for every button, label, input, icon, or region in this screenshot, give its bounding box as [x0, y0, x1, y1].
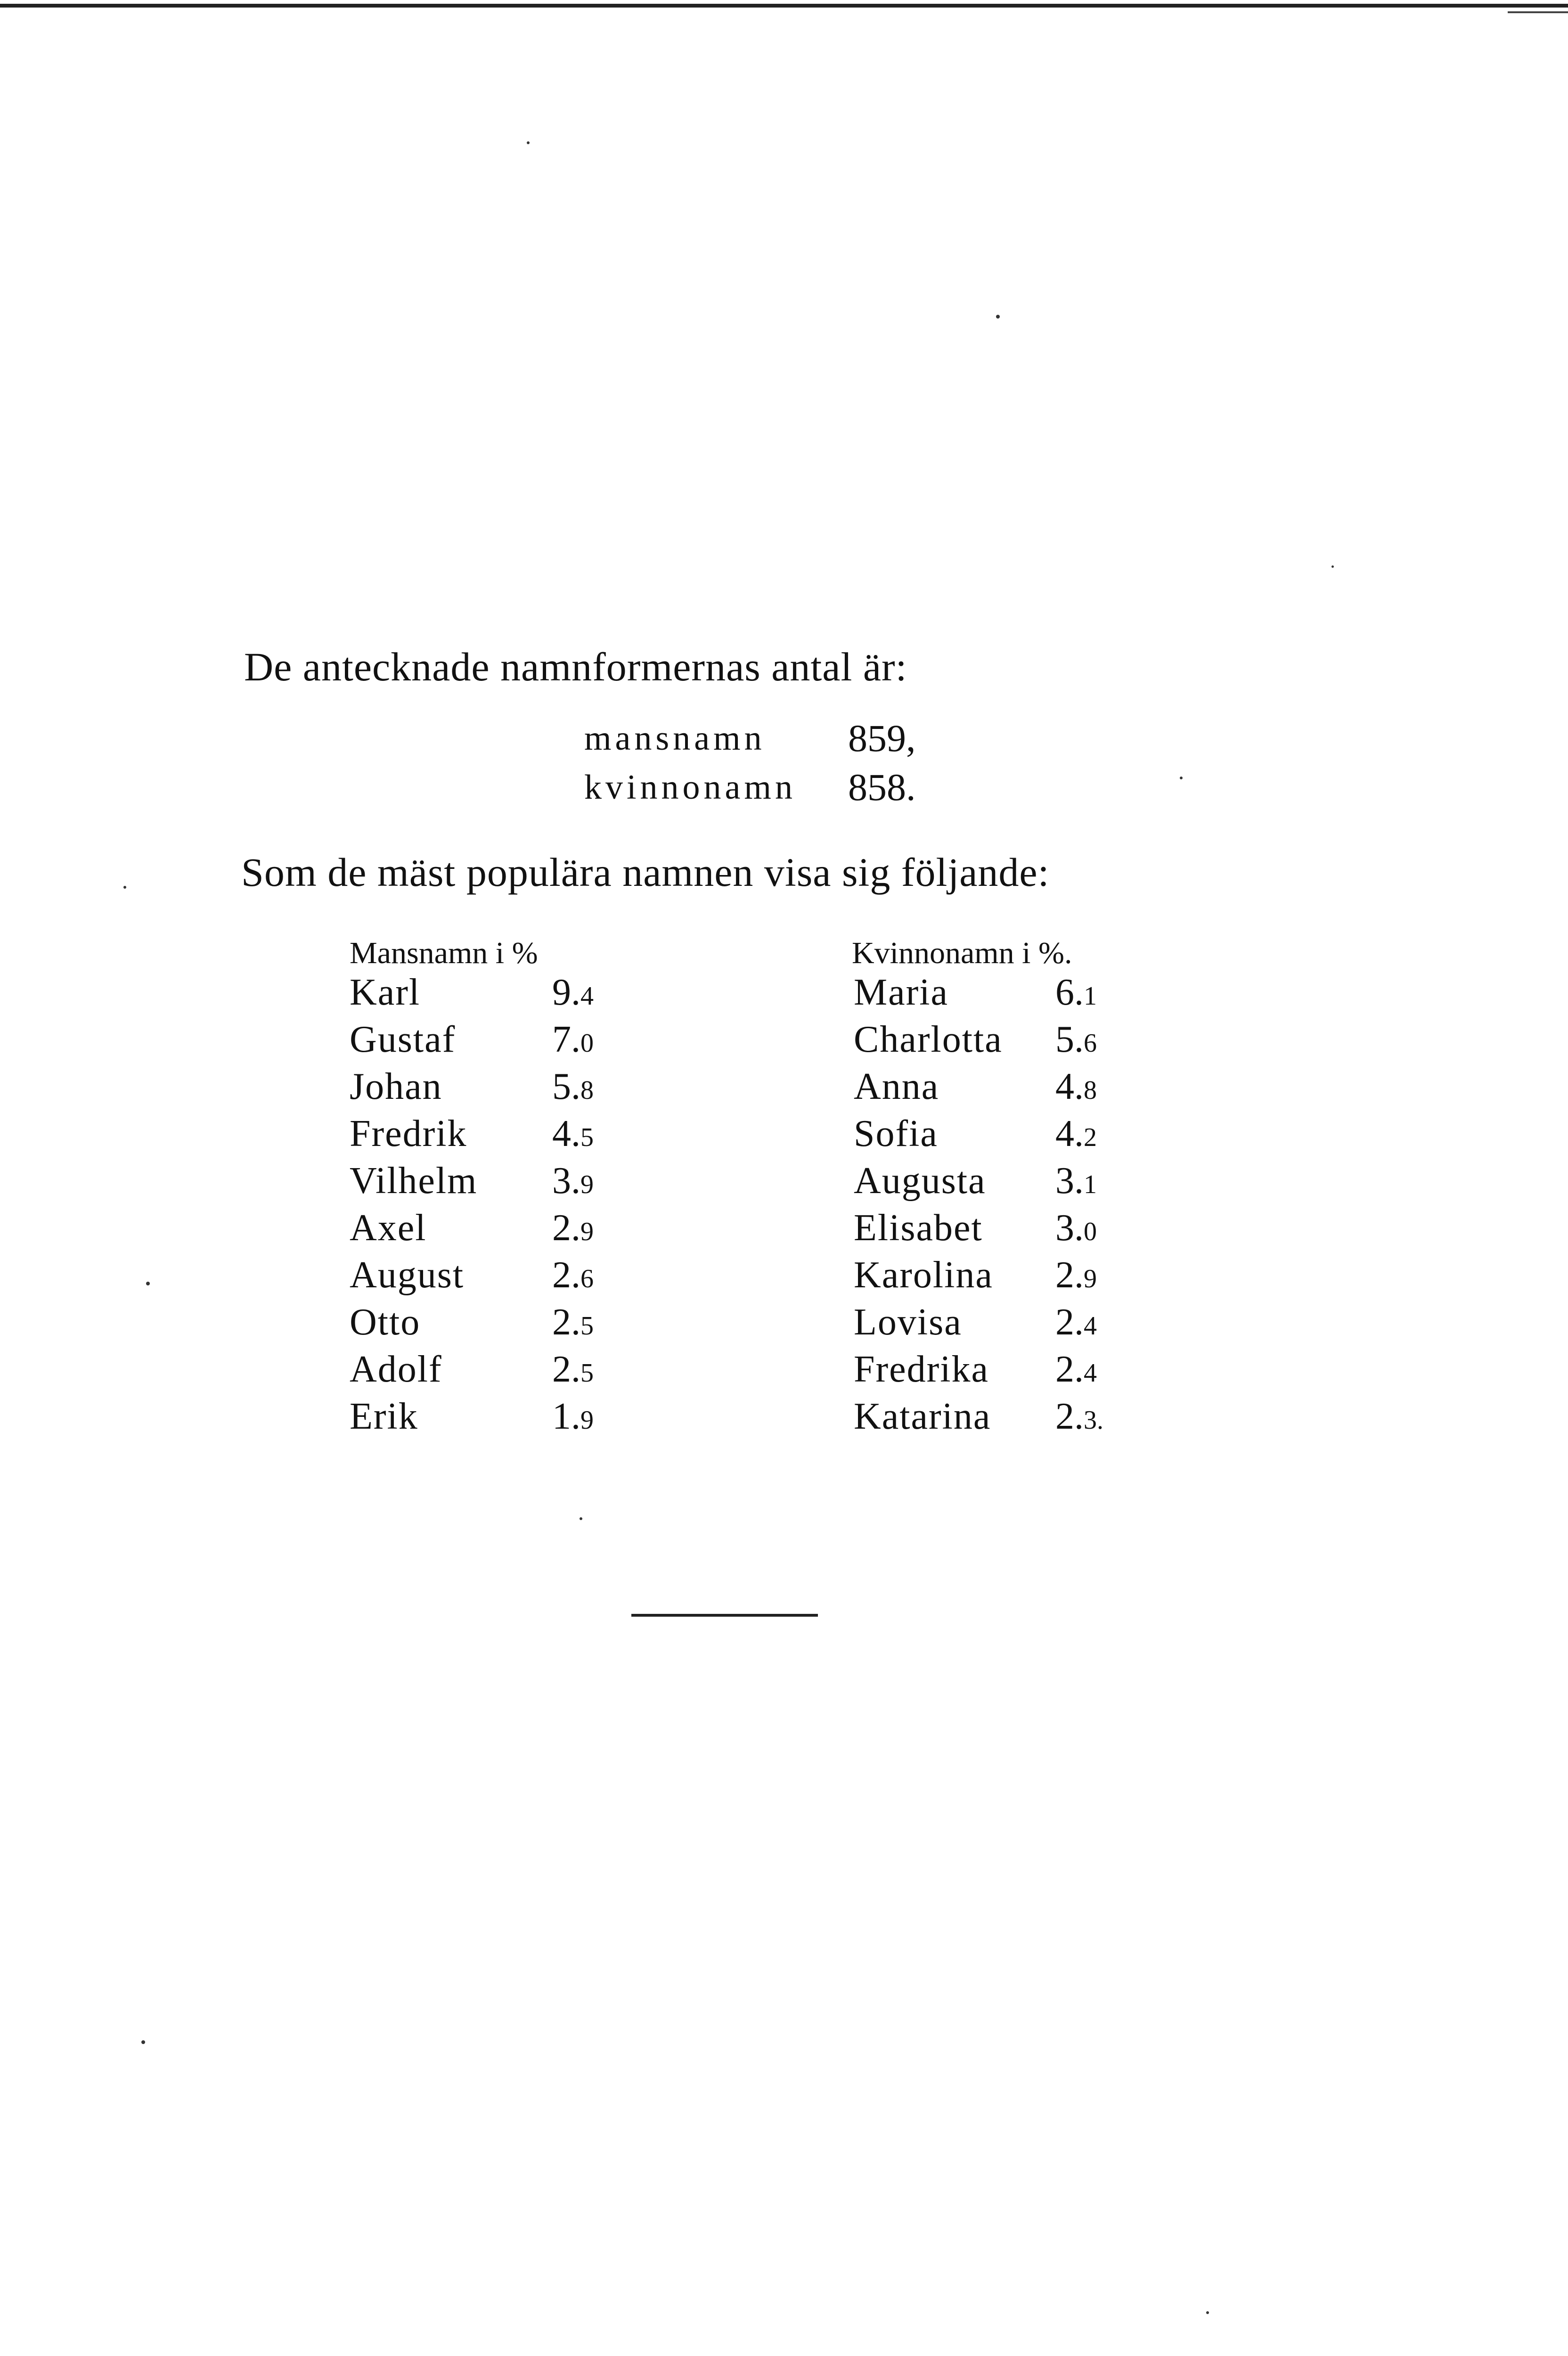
- percent-integer: 2.: [552, 1207, 580, 1249]
- percent-integer: 2.: [1055, 1396, 1084, 1437]
- men-percent: [552, 1303, 594, 1341]
- men-percent: [552, 1398, 594, 1435]
- men-name: Johan: [350, 1066, 442, 1107]
- men-percent: [552, 1115, 594, 1153]
- men-name: Erik: [350, 1396, 418, 1437]
- percent-decimal: 4: [580, 982, 594, 1011]
- percent-decimal: 0: [1084, 1217, 1097, 1246]
- speck: [1180, 777, 1183, 779]
- men-name: Gustaf: [350, 1019, 456, 1060]
- men-percent: [552, 1209, 594, 1247]
- percent-integer: 6.: [1055, 972, 1084, 1013]
- women-name: Sofia: [854, 1113, 938, 1154]
- percent-decimal: 1: [1084, 1170, 1097, 1199]
- count-value-women: 858.: [848, 766, 916, 809]
- count-label-women: kvinnonamn: [584, 768, 796, 807]
- women-name: Augusta: [854, 1160, 986, 1202]
- men-percent: [552, 973, 594, 1011]
- percent-integer: 3.: [1055, 1207, 1084, 1249]
- percent-integer: 5.: [1055, 1019, 1084, 1060]
- speck: [1206, 2311, 1209, 2314]
- percent-integer: 2.: [552, 1254, 580, 1296]
- percent-decimal: 4: [1084, 1311, 1097, 1341]
- men-name: Axel: [350, 1207, 427, 1249]
- women-percent: [1055, 1350, 1097, 1388]
- women-percent: [1055, 1068, 1097, 1105]
- speck: [1331, 565, 1334, 568]
- women-name: Karolina: [854, 1254, 993, 1296]
- women-name: Maria: [854, 972, 949, 1013]
- speck: [527, 141, 530, 144]
- men-percent: [552, 1068, 594, 1105]
- men-name: Otto: [350, 1301, 421, 1343]
- women-name: Elisabet: [854, 1207, 983, 1249]
- top-rule: [0, 4, 1568, 8]
- percent-integer: 7.: [552, 1019, 580, 1060]
- percent-decimal: 8: [1084, 1076, 1097, 1105]
- percent-integer: 2.: [552, 1301, 580, 1343]
- percent-integer: 1.: [552, 1396, 580, 1437]
- percent-integer: 2.: [1055, 1349, 1084, 1390]
- percent-integer: 2.: [552, 1349, 580, 1390]
- percent-decimal: 1: [1084, 982, 1097, 1011]
- intro-line: De antecknade namnformernas antal är:: [244, 644, 907, 689]
- percent-decimal: 5: [580, 1123, 594, 1152]
- women-percent: [1055, 1021, 1097, 1058]
- percent-decimal: 2: [1084, 1123, 1097, 1152]
- women-percent: [1055, 1398, 1103, 1435]
- percent-decimal: 8: [580, 1076, 594, 1105]
- percent-integer: 2.: [1055, 1301, 1084, 1343]
- women-name: Charlotta: [854, 1019, 1003, 1060]
- percent-integer: 4.: [1055, 1113, 1084, 1154]
- women-name: Katarina: [854, 1396, 991, 1437]
- percent-integer: 3.: [552, 1160, 580, 1202]
- percent-decimal: 9: [1084, 1264, 1097, 1293]
- women-name: Anna: [854, 1066, 939, 1107]
- count-value-men: 859,: [848, 717, 916, 760]
- percent-decimal: 9: [580, 1406, 594, 1435]
- women-name: Fredrika: [854, 1349, 989, 1390]
- percent-decimal: 5: [580, 1311, 594, 1341]
- speck: [141, 2040, 145, 2044]
- women-percent: [1055, 1303, 1097, 1341]
- men-percent: [552, 1256, 594, 1294]
- speck: [146, 1282, 150, 1285]
- men-name: August: [350, 1254, 465, 1296]
- women-percent: [1055, 1256, 1097, 1294]
- women-percent: [1055, 1209, 1097, 1247]
- men-name: Adolf: [350, 1349, 442, 1390]
- percent-decimal: 9: [580, 1170, 594, 1199]
- percent-decimal: 9: [580, 1217, 594, 1246]
- percent-integer: 9.: [552, 972, 580, 1013]
- percent-integer: 5.: [552, 1066, 580, 1107]
- percent-decimal: 6: [1084, 1029, 1097, 1058]
- men-percent: [552, 1350, 594, 1388]
- percent-integer: 3.: [1055, 1160, 1084, 1202]
- popular-names-intro: Som de mäst populära namnen visa sig följande:: [241, 850, 1050, 895]
- top-rule-corner: [1508, 11, 1568, 13]
- men-percent: [552, 1021, 594, 1058]
- percent-decimal: 6: [580, 1264, 594, 1293]
- men-name: Fredrik: [350, 1113, 467, 1154]
- count-label-men: mansnamn: [584, 719, 766, 758]
- speck: [996, 315, 1000, 319]
- percent-integer: 4.: [552, 1113, 580, 1154]
- percent-integer: 4.: [1055, 1066, 1084, 1107]
- bottom-rule: [631, 1614, 818, 1617]
- men-column-header: Mansnamn i %: [350, 936, 538, 970]
- percent-decimal: 3.: [1084, 1406, 1103, 1435]
- women-column-header: Kvinnonamn i %.: [852, 936, 1072, 970]
- men-name: Karl: [350, 972, 421, 1013]
- women-percent: [1055, 973, 1097, 1011]
- percent-decimal: 5: [580, 1358, 594, 1388]
- men-name: Vilhelm: [350, 1160, 478, 1202]
- women-percent: [1055, 1115, 1097, 1153]
- men-percent: [552, 1162, 594, 1200]
- percent-decimal: 0: [580, 1029, 594, 1058]
- speck: [580, 1517, 582, 1520]
- speck: [123, 886, 126, 889]
- percent-integer: 2.: [1055, 1254, 1084, 1296]
- women-percent: [1055, 1162, 1097, 1200]
- percent-decimal: 4: [1084, 1358, 1097, 1388]
- women-name: Lovisa: [854, 1301, 962, 1343]
